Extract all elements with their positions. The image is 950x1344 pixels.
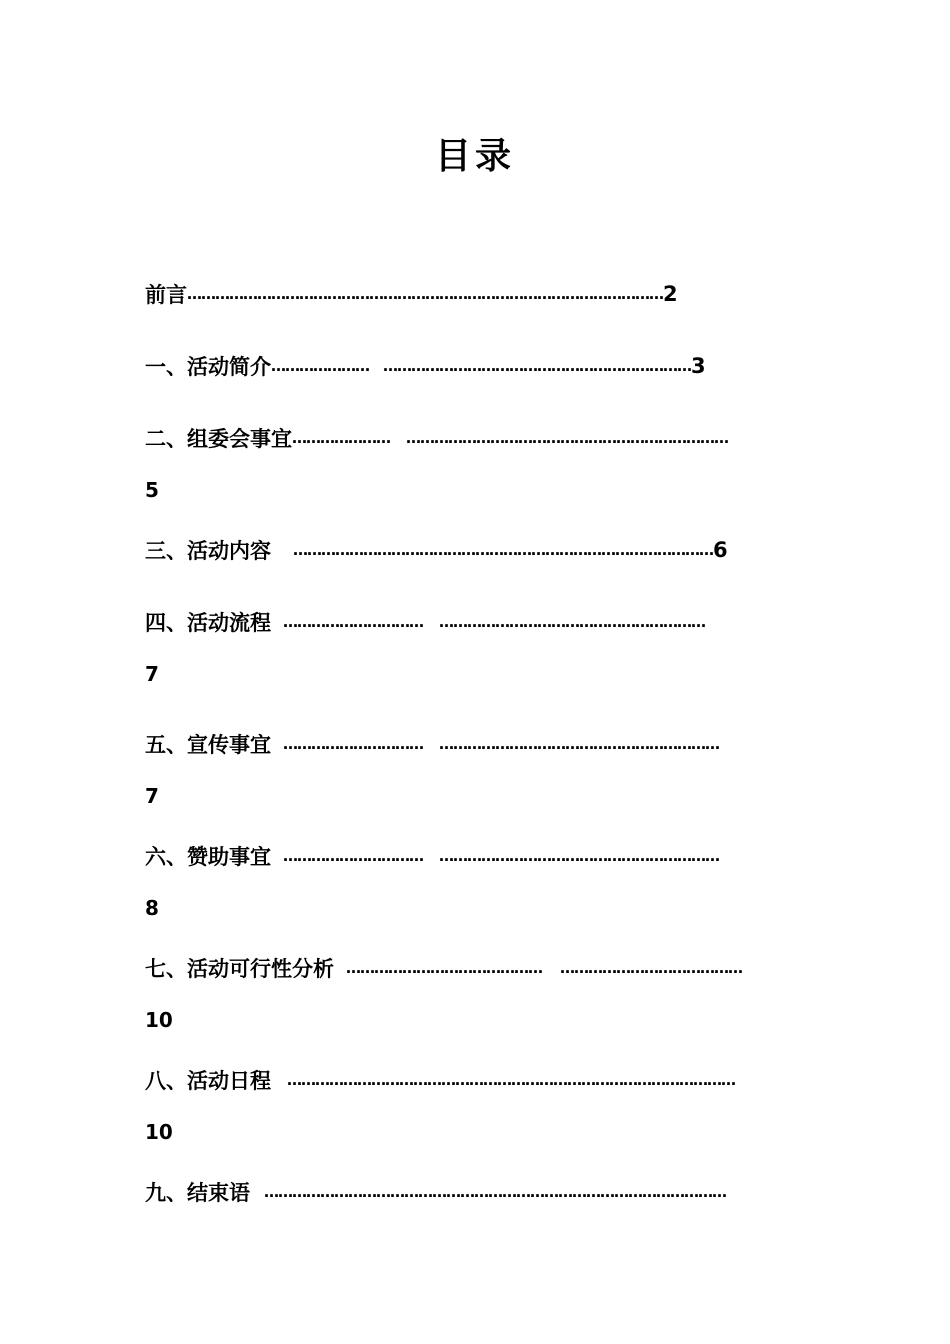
toc-entry-label: 八、活动日程: [145, 1069, 271, 1093]
toc-title: 目录: [434, 136, 515, 177]
toc-entry-9[interactable]: [145, 1177, 810, 1209]
toc-entry-label: 一、活动简介: [145, 355, 271, 379]
toc-entry-label: 五、宣传事宜: [145, 733, 271, 757]
toc-entry-3[interactable]: [145, 535, 810, 567]
toc-entry-6[interactable]: [145, 841, 810, 873]
toc-page-number: 10: [145, 1120, 173, 1144]
toc-leader: …………………: [292, 429, 390, 447]
toc-leader: ………………………………………………………………………………: [293, 541, 713, 559]
toc-entry-label: 六、赞助事宜: [145, 845, 271, 869]
toc-leader: …………………………: [283, 613, 423, 631]
toc-page-number: 5: [145, 478, 159, 502]
toc-page-number: 2: [663, 282, 678, 306]
toc-leader: ……………………………………………………………: [406, 429, 728, 447]
toc-page-number: 3: [691, 354, 706, 378]
toc-entry-7[interactable]: [145, 953, 810, 985]
toc-entry-label: 前言: [145, 283, 187, 307]
toc-entry-1[interactable]: [145, 351, 810, 383]
toc-entry-label: 四、活动流程: [145, 611, 271, 635]
toc-leader: ……………………………………………………: [439, 847, 719, 865]
toc-leader: …………………………………: [560, 959, 742, 977]
toc-page-number: 6: [713, 538, 728, 562]
toc-entry-label: 九、结束语: [145, 1181, 250, 1205]
toc-leader: …………………………………………………: [439, 613, 705, 631]
toc-leader: …………………………………………………………: [383, 357, 691, 375]
toc-entry-label: 二、组委会事宜: [145, 427, 292, 451]
toc-leader: …………………………………………………………………………………………: [187, 285, 663, 303]
toc-leader: …………………………: [283, 847, 423, 865]
toc-entry-8[interactable]: [145, 1065, 810, 1097]
toc-page-number: 8: [145, 896, 159, 920]
toc-entry-4[interactable]: [145, 607, 810, 639]
toc-entry-2[interactable]: [145, 423, 810, 455]
toc-leader: ……………………………………………………………………………………: [287, 1071, 735, 1089]
toc-leader: …………………………: [283, 735, 423, 753]
toc-page-number: 10: [145, 1008, 173, 1032]
toc-entry-label: 三、活动内容: [145, 539, 271, 563]
toc-entry-5[interactable]: [145, 729, 810, 761]
toc-leader: ……………………………………………………: [439, 735, 719, 753]
toc-page-number: 7: [145, 784, 159, 808]
toc-entry-preface[interactable]: [145, 279, 810, 311]
toc-leader: …………………: [271, 357, 369, 375]
toc-page-number: 7: [145, 662, 159, 686]
toc-entry-label: 七、活动可行性分析: [145, 957, 334, 981]
toc-leader: ………………………………………………………………………………………: [264, 1183, 726, 1201]
toc-leader: ……………………………………: [346, 959, 542, 977]
